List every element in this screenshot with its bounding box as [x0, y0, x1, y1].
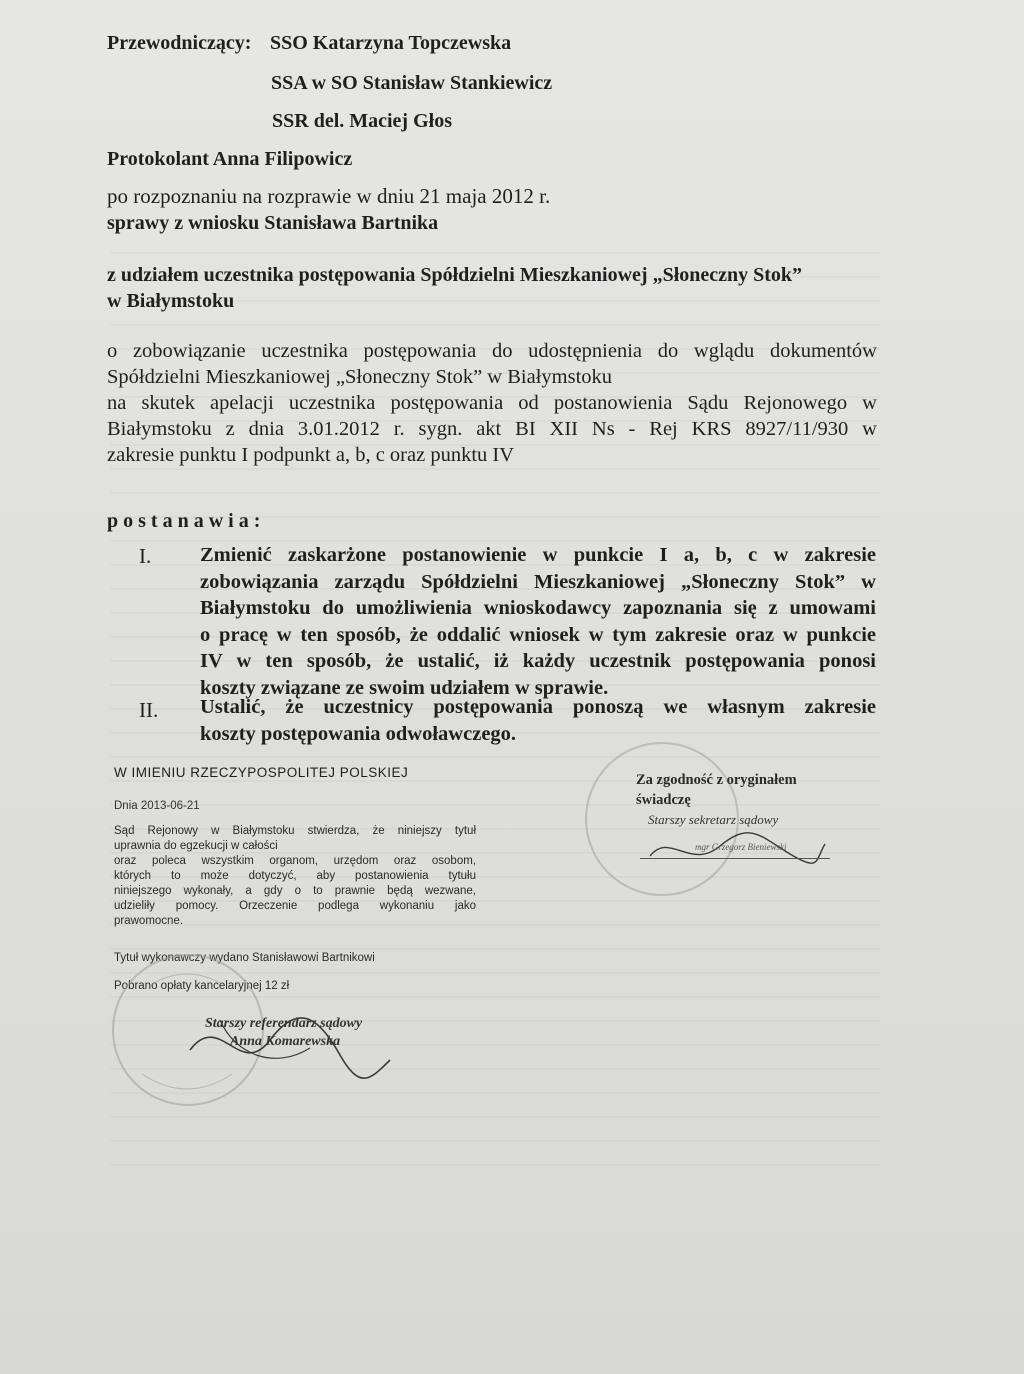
enforcement-line: oraz poleca wszystkim organom, urzędom oraz osobom, — [114, 855, 476, 867]
chair-name: SSO Katarzyna Topczewska — [270, 32, 512, 54]
chair-label: Przewodniczący: — [107, 32, 252, 54]
enforcement-line: których to może dotyczyć, aby postanowienia tytułu — [114, 870, 476, 882]
referendary-name: Anna Komarewska — [230, 1034, 341, 1049]
referendary-signature — [180, 1000, 400, 1090]
enforcement-issued: Tytuł wykonawczy wydano Stanisławowi Bartnikowi — [114, 952, 375, 964]
decision-line: koszty postępowania odwoławczego. — [200, 722, 517, 745]
case-from-line: sprawy z wniosku Stanisława Bartnika — [107, 212, 439, 234]
subject-line: o zobowiązanie uczestnika postępowania do udostępnienia do wglądu dokumentów — [107, 340, 877, 362]
decision-line: o pracę w ten sposób, że oddalić wniosek w tym zakresie oraz w punkcie — [200, 623, 876, 646]
clerk-line: Protokolant Anna Filipowicz — [107, 148, 353, 170]
certification-signature-print: mgr Grzegorz Bieniewski — [695, 842, 787, 852]
subject-line: zakresie punktu I podpunkt a, b, c oraz punktu IV — [107, 444, 515, 466]
referendary-title: Starszy referendarz sądowy — [205, 1016, 363, 1031]
decision-line: zobowiązania zarządu Spółdzielni Mieszkaniowej „Słoneczny Stok” w — [200, 570, 876, 593]
subject-line: Białymstoku z dnia 3.01.2012 r. sygn. akt BI XII Ns - Rej KRS 8927/11/930 w — [107, 418, 877, 440]
enforcement-line: uprawnia do egzekucji w całości — [114, 840, 278, 852]
panel-member-1: SSA w SO Stanisław Stankiewicz — [271, 72, 553, 94]
subject-line: na skutek apelacji uczestnika postępowania od postanowienia Sądu Rejonowego w — [107, 392, 877, 414]
decision-line: Ustalić, że uczestnicy postępowania ponoszą we własnym zakresie — [200, 696, 876, 718]
enforcement-body — [114, 824, 476, 929]
certification-line-1: Za zgodność z oryginałem — [636, 772, 797, 788]
participant-line-2: w Białymstoku — [107, 290, 235, 312]
enforcement-line: niniejszego wykonały, a gdy o to prawnie będą wezwane, — [114, 885, 476, 897]
panel-member-2: SSR del. Maciej Głos — [272, 110, 452, 132]
certification-sign-line — [640, 858, 830, 859]
decision-numeral-1: I. — [139, 544, 152, 568]
decision-heading: postanawia: — [107, 510, 266, 532]
decision-line: Białymstoku do umożliwienia wnioskodawcy zapoznania się z umowami — [200, 597, 876, 619]
hearing-line: po rozpoznaniu na rozprawie w dniu 21 maja 2012 r. — [107, 184, 551, 208]
enforcement-fee: Pobrano opłaty kancelaryjnej 12 zł — [114, 980, 290, 992]
decision-numeral-2: II. — [139, 698, 159, 722]
certification-title: Starszy sekretarz sądowy — [648, 812, 779, 827]
enforcement-date: Dnia 2013-06-21 — [114, 800, 200, 812]
decision-point-1 — [200, 542, 876, 701]
subject-paragraph — [107, 338, 877, 468]
certification-line-2: świadczę — [636, 792, 691, 808]
enforcement-heading: W IMIENIU RZECZYPOSPOLITEJ POLSKIEJ — [114, 765, 409, 780]
enforcement-line: prawomocne. — [114, 915, 184, 927]
enforcement-line: udzieliły pomocy. Orzeczenie podlega wykonaniu jako — [114, 900, 476, 912]
decision-line: koszty związane ze swoim udziałem w sprawie. — [200, 676, 609, 699]
decision-line: Zmienić zaskarżone postanowienie w punkcie I a, b, c w zakresie — [200, 544, 876, 566]
decision-line: IV w ten sposób, że ustalić, iż każdy uczestnik postępowania ponosi — [200, 650, 876, 672]
participant-line-1: z udziałem uczestnika postępowania Spółdzielni Mieszkaniowej „Słoneczny Stok” — [107, 264, 803, 286]
decision-point-2 — [200, 694, 876, 747]
enforcement-line: Sąd Rejonowy w Białymstoku stwierdza, że niniejszy tytuł — [114, 825, 476, 837]
subject-line: Spółdzielni Mieszkaniowej „Słoneczny Stok” w Białymstoku — [107, 366, 613, 388]
